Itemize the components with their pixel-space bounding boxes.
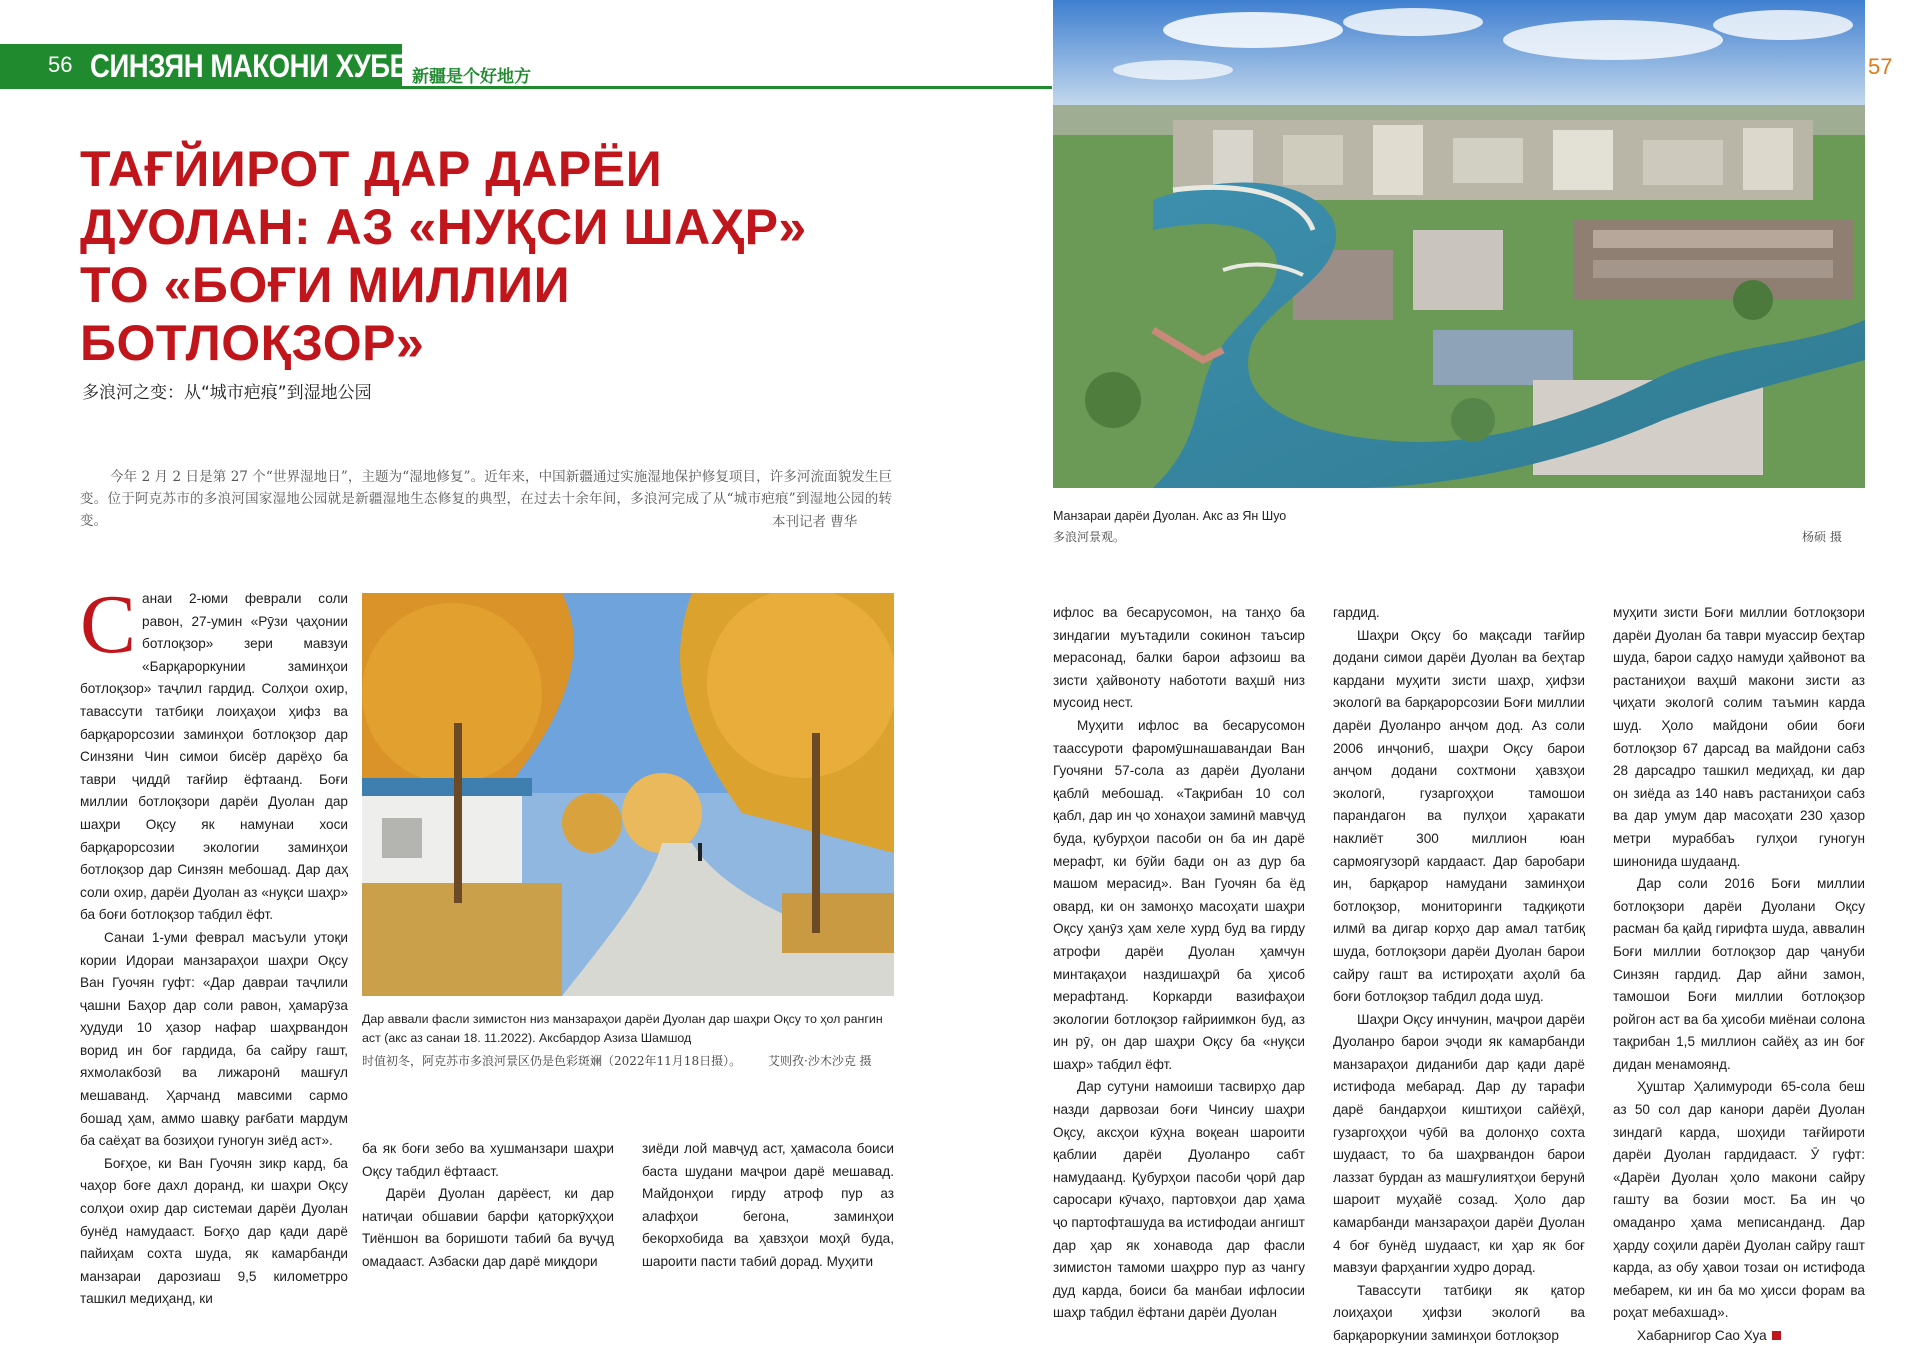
autumn-photo-illustration (362, 593, 894, 996)
end-mark-icon (1772, 1331, 1781, 1340)
paragraph: Муҳити ифлос ва бесарусомон таассуроти фаромӯшнашавандаи Ван Гуочяни 57-сола аз дарёи Дуолани қаблӣ мебошад. «Тақрибан 10 сол қабл, дар ин ҷо хонаҳои заминӣ мавҷуд буда, қубурҳои пасоби он ба ин дарё мерафт, ки бӯйи бади он аз дур ба машом мерасид». Ван Гуочян ба ёд овард, ки он замонҳо масоҳати шаҳри Оқсу ҳанӯз ҳам хеле хурд буд ва гирду атрофи дарёи Дуолан ҳамчун минтақаҳои наздишаҳрӣ ба ҳисоб мерафтанд. Коркарди вазифаҳои экологии ботлоқзор ғайриимкон буд, аз ин рӯ, он дар шаҳри Оқсу ба «нуқси шаҳр» табдил ёфт. (1053, 717, 1305, 1072)
autumn-park-photo (362, 593, 894, 996)
headline-line: ДУОЛАН: АЗ «НУҚСИ ШАҲР» (80, 199, 807, 255)
paragraph: Дарёи Дуолан дарёест, ки дар натиҷаи обшавии барфи қаторкӯҳҳои Тиёншон ва боришоти табиӣ ба вуҷуд омадааст. Азбаски дар дарё миқдори (362, 1186, 614, 1269)
text-column-2 (362, 1138, 614, 1274)
paragraph: гардид. (1333, 605, 1380, 620)
text-column-5 (1333, 602, 1585, 1348)
drop-cap: С (80, 578, 137, 671)
section-title: СИНЗЯН МАКОНИ ХУБЕСТ (90, 48, 443, 84)
headline-line: БОТЛОҚЗОР» (80, 315, 425, 371)
paragraph: Ҳуштар Ҳалимуроди 65-сола беш аз 50 сол дар канори дарёи Дуолан зиндагӣ карда, шоҳиди тағйироти дарёи Дуолан гардидааст. Ӯ гуфт: «Дарёи Дуолан ҳоло макони сайру гашту ва бозии мост. Ба ин ҷо омаданро ҳама меписанданд. Дар ҳарду соҳили дарёи Дуолан сайру гашт карда, аз обу ҳавои тозаи он истифода мебарем, ки ин ба мо ҳисси форам ва роҳат мебахшад». (1613, 1079, 1865, 1321)
mid-photo-credit: 艾则孜·沙木沙克 摄 (768, 1054, 872, 1068)
page-number-left: 56 (48, 52, 73, 77)
top-photo-caption-cn: 多浪河景观。 (1053, 530, 1126, 544)
paragraph: Санаи 1-уми феврал масъули утоқи кории Идораи манзараҳои шаҳри Оқсу Ван Гуочян гуфт: «Дар давраи таҷлили ҷашни Баҳор дар соли равон, ҳамарӯза ҳудуди 10 ҳазор нафар шаҳрвандон ворид ин боғ гардида, ба сайру гашт, яхмолакбозӣ ва лижаронӣ машғул мешаванд. Ҳарчанд мавсими сармо бошад ҳам, аммо шавқу рағбати мардум ба саёҳат ва бозиҳои гуногун зиёд аст». (80, 929, 348, 1149)
paragraph: Тавассути татбиқи як қатор лоиҳаҳои ҳифзи экологӣ ва барқароркунии заминҳои ботлоқзор (1333, 1282, 1585, 1343)
text-column-6 (1613, 602, 1865, 1348)
paragraph: ифлос ва бесарусомон, на танҳо ба зиндагии муътадили сокинон таъсир мерасонад, балки барои афзоиш ва зисти ҳайвоноту набототи ваҳшӣ низ мусоид нест. (1053, 605, 1305, 711)
subtitle-cn: 多浪河之变：从“城市疤痕”到湿地公园 (82, 383, 372, 403)
paragraph: Боғҳое, ки Ван Гуочян зикр кард, ба чаҳор боғе дахл доранд, ки шаҳри Оқсу солҳои охир дар системаи дарёи Дуолан бунёд намудааст. Боғҳо дар қади дарё пайиҳам сохта шуда, як камарбанди манзараи дарозиаш 9,5 километрро ташкил медиҳанд, ки (80, 1155, 348, 1307)
lead-byline: 本刊记者 曹华 (772, 514, 858, 530)
headline-line: ТО «БОҒИ МИЛЛИИ (80, 257, 571, 313)
headline-line: ТАҒЙИРОТ ДАР ДАРЁИ (80, 141, 663, 197)
headline (80, 140, 900, 372)
author-signature: Хабарнигор Сао Хуа (1613, 1325, 1865, 1348)
aerial-photo-illustration (1053, 0, 1865, 488)
paragraph: ба як боғи зебо ва хушманзари шаҳри Оқсу табдил ёфтааст. (362, 1141, 614, 1179)
paragraph: Санаи 2-юми феврали соли равон, 27-умин «Рӯзи ҷаҳонии ботлоқзор» зери мавзуи «Барқароркунии заминҳои ботлоқзор» таҷлил гардид. Солҳои охир, тавассути татбиқи лоиҳаҳои ҳифз ва барқарорсозии заминҳои ботлоқзор дар Синзяни Чин симои бисёр дарёҳо ба таври ҷиддӣ тағйир ёфтаанд. Боғи миллии ботлоқзори дарёи Дуолан дар шаҳри Оқсу як намунаи хоси барқарорсозии экологии заминҳои ботлоқзор дар Синзян мебошад. Дар даҳ соли охир, дарёи Дуолан аз «нуқси шаҳр» ба боғи ботлоқзор табдил ёфт. (80, 578, 348, 923)
section-title-cn: 新疆是个好地方 (412, 67, 531, 87)
top-photo-caption: Манзараи дарёи Дуолан. Акс аз Ян Шуо (1053, 509, 1287, 523)
paragraph: Шаҳри Оқсу инчунин, маҷрои дарёи Дуоланро барои эҷоди як камарбанди манзараҳои диданиби дар қади дарё истифода мебарад. Дар ду тарафи дарё бандарҳои киштиҳои сайёҳӣ, гузаргоҳҳои чӯбӣ ва долонҳо сохта шудааст, то ба шаҳрвандон барои лаззат бурдан аз машғулиятҳои берунӣ шароит муҳайё созад. Ҳоло дар камарбанди манзараҳои дарёи Дуолан 4 боғ бунёд шудааст, ки ҳар як боғ мавзуи фарҳангии худро дорад. (1333, 1011, 1585, 1276)
mid-photo-caption-cn: 时值初冬，阿克苏市多浪河景区仍是色彩斑斓（2022年11月18日摄）。 (362, 1054, 742, 1068)
paragraph: Шаҳри Оқсу бо мақсади тағйир додани симои дарёи Дуолан ва беҳтар кардани муҳити зисти шаҳр, ҳифзи экологӣ ва барқарорсозии Боғи миллии дарёи Дуоланро анҷом дод. Аз соли 2006 инҷониб, шаҳри Оқсу барои анҷом додани сохтмони ҳавзҳои экологӣ, гузаргоҳҳои тамошои парандагон ва пулҳои ҳаракати наклиёт 300 миллион юан сармоягузорӣ кардааст. Дар баробари ин, барқарор намудани заминҳои ботлоқзор, мониторинги тадқиқоти илмӣ ва дигар корҳо дар амал татбиқ шуда, ботлоқзори дарёи Дуолан барои сайру гашт ва истироҳати аҳолӣ ба боғи ботлоқзор табдил дода шуд. (1333, 627, 1585, 1005)
mid-photo-caption: Дар аввали фасли зимистон низ манзараҳои дарёи Дуолан дар шаҳри Оқсу то ҳол рангин аст (акс аз санаи 18. 11.2022). Аксбардор Азиза Шамшод (362, 1012, 883, 1045)
paragraph: зиёди лой мавҷуд аст, ҳамасола боиси баста шудани маҷрои дарё мешавад. Майдонҳои гирду атроф пур аз алафҳои бегона, заминҳои бекорхобида ва ҳавзҳои моҳӣ буда, шароити пасти табиӣ дорад. Муҳити (642, 1141, 894, 1269)
paragraph: муҳити зисти Боғи миллии ботлоқзори дарёи Дуолан ба таври муассир беҳтар шуда, барои садҳо намуди ҳайвонот ва растаниҳои ваҳшӣ макони зисти аз ҷиҳати экологӣ солим таъмин карда шуд. Ҳоло майдони обии боғи ботлоқзор 67 дарсад ва майдони сабз 28 дарсадро ташкил медиҳад, ки дар он зиёда аз 140 навъ растаниҳои сабз ва дар умум дар масоҳати 230 ҳазор метри мураббаъ гулҳои гуногун шинонида шудаанд. (1613, 605, 1865, 869)
aerial-river-photo (1053, 0, 1865, 488)
page-number-right: 57 (1868, 54, 1893, 79)
text-column-4 (1053, 602, 1305, 1325)
lead-paragraph-cn: 今年 2 月 2 日是第 27 个“世界湿地日”，主题为“湿地修复”。近年来，中国新疆通过实施湿地保护修复项目，许多河流面貌发生巨变。位于阿克苏市的多浪河国家湿地公园就是新疆湿地生态修复的典型，在过去十余年间，多浪河完成了从“城市疤痕”到湿地公园的转变。 (80, 469, 892, 529)
text-column-1 (80, 578, 348, 1311)
paragraph: Дар соли 2016 Боғи миллии ботлоқзори дарёи Дуолани Оқсу расман ба қайд гирифта шуда, аввалин Боғи миллии ботлоқзор дар ҷануби Синзян гардид. Дар айни замон, тамошои Боғи миллии ботлоқзор ройгон аст ва ба ҳисоби миёнаи солона тақрибан 1,5 миллион сайёҳ аз ин боғ дидан менамоянд. (1613, 876, 1865, 1072)
text-column-3 (642, 1138, 894, 1274)
top-photo-credit: 杨硕 摄 (1802, 530, 1842, 544)
paragraph: Дар сутуни намоиши тасвирҳо дар назди дарвозаи боғи Чинсиу шаҳри Оқсу, аксҳои кӯҳна воқеан шароити қаблии дарёи Дуоланро сабт намудаанд. Қубурҳои пасоби ҷорӣ дар саросари кӯчаҳо, партовҳои дар ҳама ҷо партофташуда ва истифодаи ангишт дар ҳар як хонавода дар фасли зимистон тамоми шаҳрро пур аз чангу дуд карда, боиси ба манбаи ифлосии шаҳр табдил ёфтани дарёи Дуолан (1053, 1079, 1305, 1321)
